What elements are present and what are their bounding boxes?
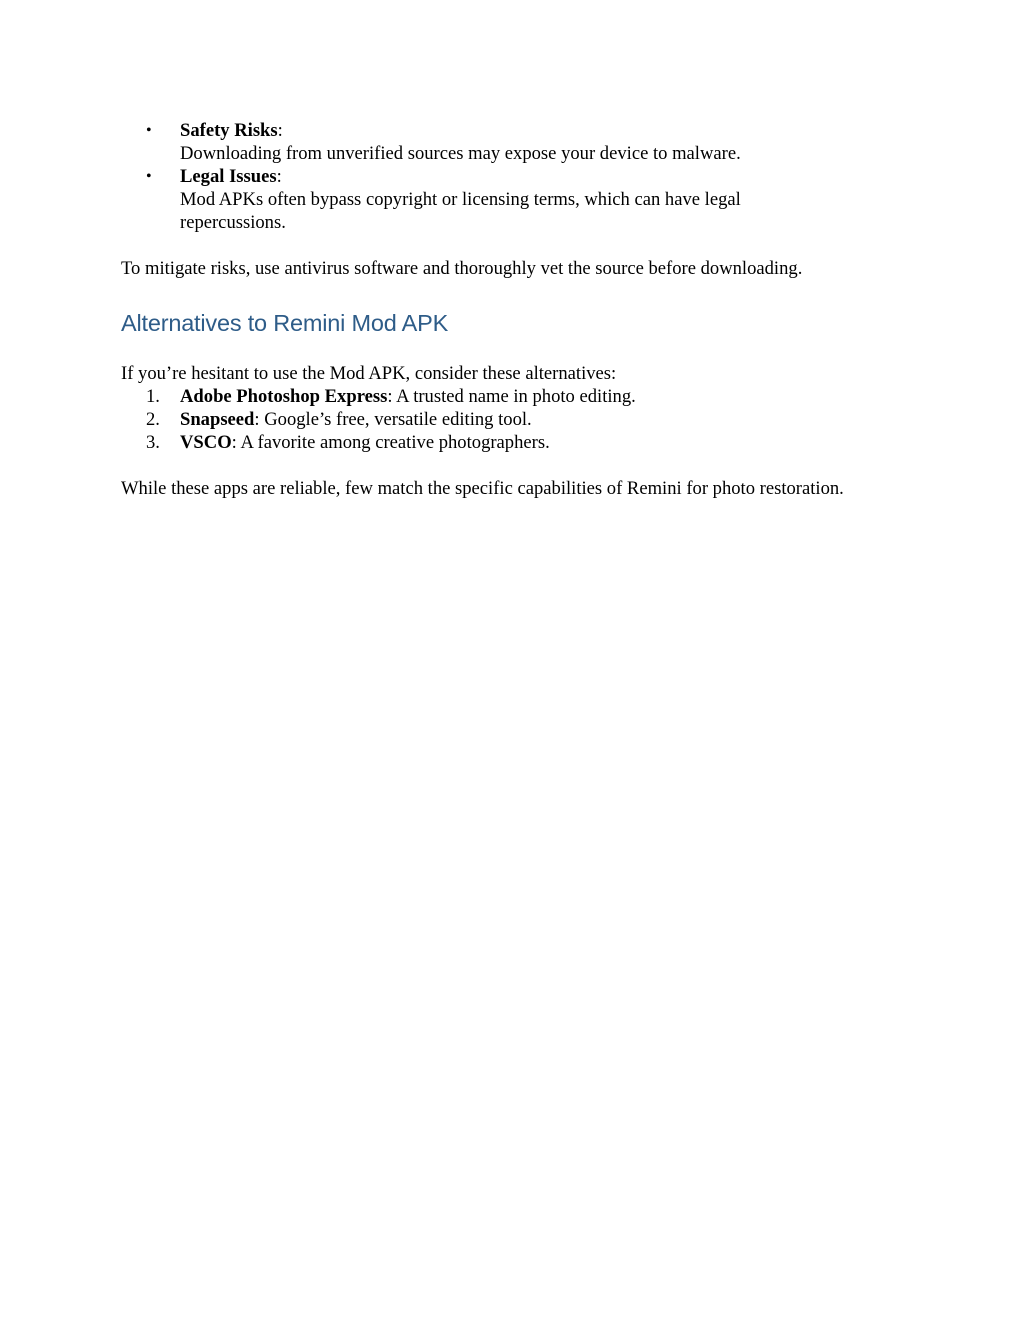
list-number: 3. [146,432,160,453]
alternative-name: VSCO [180,432,232,453]
alternatives-intro: If you’re hesitant to use the Mod APK, consider these alternatives: [121,363,617,384]
list-item: • Safety Risks: Downloading from unverified sources may expose your device to malware. [146,120,741,164]
risk-title: Safety Risks [180,120,278,141]
alternative-name: Adobe Photoshop Express [180,386,388,407]
bullet-icon: • [146,168,152,185]
list-number: 2. [146,409,160,430]
list-item: 2. Snapseed: Google’s free, versatile editing tool. [146,409,532,430]
risks-list [121,119,921,234]
alternatives-list [121,385,921,454]
alternative-description: A favorite among creative photographers. [240,432,550,453]
closing-paragraph: While these apps are reliable, few match the specific capabilities of Remini for photo restoration. [121,478,844,499]
mitigation-paragraph: To mitigate risks, use antivirus software and thoroughly vet the source before downloading. [121,258,803,279]
list-item: • Legal Issues: Mod APKs often bypass copyright or licensing terms, which can have legal repercussions. [121,165,921,234]
page-content [121,119,921,500]
risk-description: Mod APKs often bypass copyright or licensing terms, which can have legal repercussions. [180,189,741,233]
alternative-description: A trusted name in photo editing. [396,386,636,407]
risk-title: Legal Issues [180,166,277,187]
list-item: 1. Adobe Photoshop Express: A trusted name in photo editing. [146,386,636,407]
list-number: 1. [146,386,160,407]
alternative-description: Google’s free, versatile editing tool. [264,409,532,430]
alternative-name: Snapseed [180,409,255,430]
section-heading: Alternatives to Remini Mod APK [121,310,449,336]
list-item: 3. VSCO: A favorite among creative photographers. [146,432,550,453]
bullet-icon: • [146,122,152,139]
risk-description: Downloading from unverified sources may expose your device to malware. [180,143,741,164]
